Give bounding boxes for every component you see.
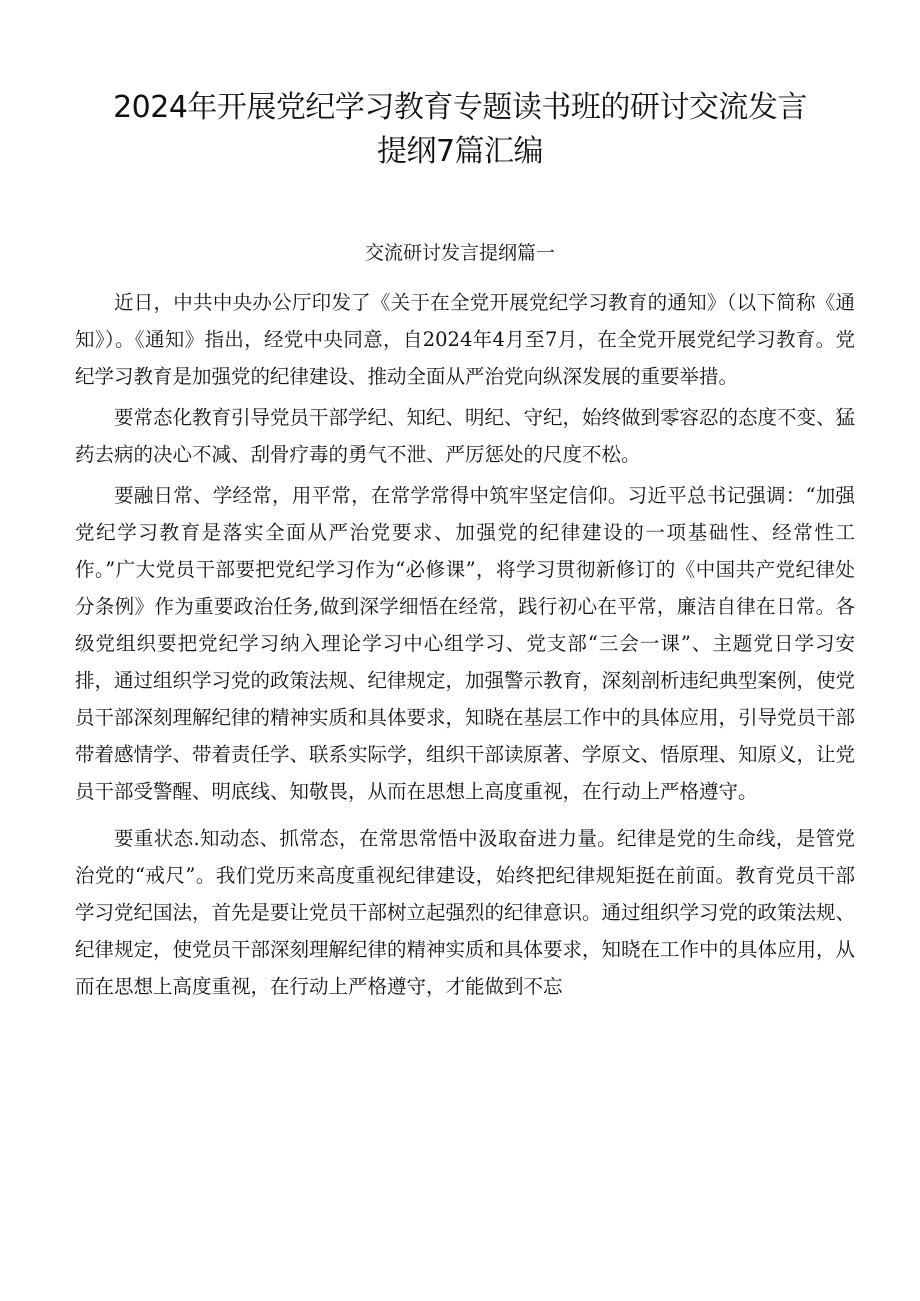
body-paragraph-2: 要常态化教育引导党员干部学纪、知纪、明纪、守纪，始终做到零容忍的态度不变、猛药去病的决心不减、刮骨疗毒的勇气不泄、严厉惩处的尺度不松。 xyxy=(75,406,856,466)
body-paragraph-1: 近日，中共中央办公厅印发了《关于在全党开展党纪学习教育的通知》（以下简称《通知》）。《通知》指出，经党中央同意，自2024年4月至7月，在全党开展党纪学习教育。党纪学习教育是加强党的纪律建设、推动全面从严治党向纵深发展的重要举措。 xyxy=(75,291,855,388)
document-title-line-2: 提纲7篇汇编 xyxy=(376,134,544,169)
document-title xyxy=(60,86,860,174)
body-paragraph-4: 要重状态.知动态、抓常态，在常思常悟中汲取奋进力量。纪律是党的生命线，是管党治党的“戒尺”。我们党历来高度重视纪律建设，始终把纪律规矩挺在前面。教育党员干部学习党纪国法，首先是要让党员干部树立起强烈的纪律意识。通过组织学习党的政策法规、纪律规定，使党员干部深刻理解纪律的精神实质和具体要求，知晓在工作中的具体应用，从而在思想上高度重视，在行动上严格遵守，才能做到不忘 xyxy=(75,827,856,998)
section-heading: 交流研讨发言提纲篇一 xyxy=(364,242,555,264)
document-body xyxy=(75,284,855,1015)
body-paragraph-3: 要融日常、学经常，用平常，在常学常得中筑牢坚定信仰。习近平总书记强调：“加强党纪学习教育是落实全面从严治党要求、加强党的纪律建设的一项基础性、经常性工作。”广大党员干部要把党纪学习作为“必修课”，将学习贯彻新修订的《中国共产党纪律处分条例》作为重要政治任务,做到深学细悟在经常，践行初心在平常，廉洁自律在日常。各级党组织要把党纪学习纳入理论学习中心组学习、党支部“三会一课”、主题党日学习安排，通过组织学习党的政策法规、纪律规定，加强警示教育，深刻剖析违纪典型案例，使党员干部深刻理解纪律的精神实质和具体要求，知晓在基层工作中的具体应用，引导党员干部带着感情学、带着责任学、联系实际学，组织干部读原著、学原文、悟原理、知原义，让党员干部受警醒、明底线、知敬畏，从而在思想上高度重视，在行动上严格遵守。 xyxy=(75,484,856,803)
document-title-line-1: 2024年开展党纪学习教育专题读书班的研讨交流发言 xyxy=(113,90,807,125)
